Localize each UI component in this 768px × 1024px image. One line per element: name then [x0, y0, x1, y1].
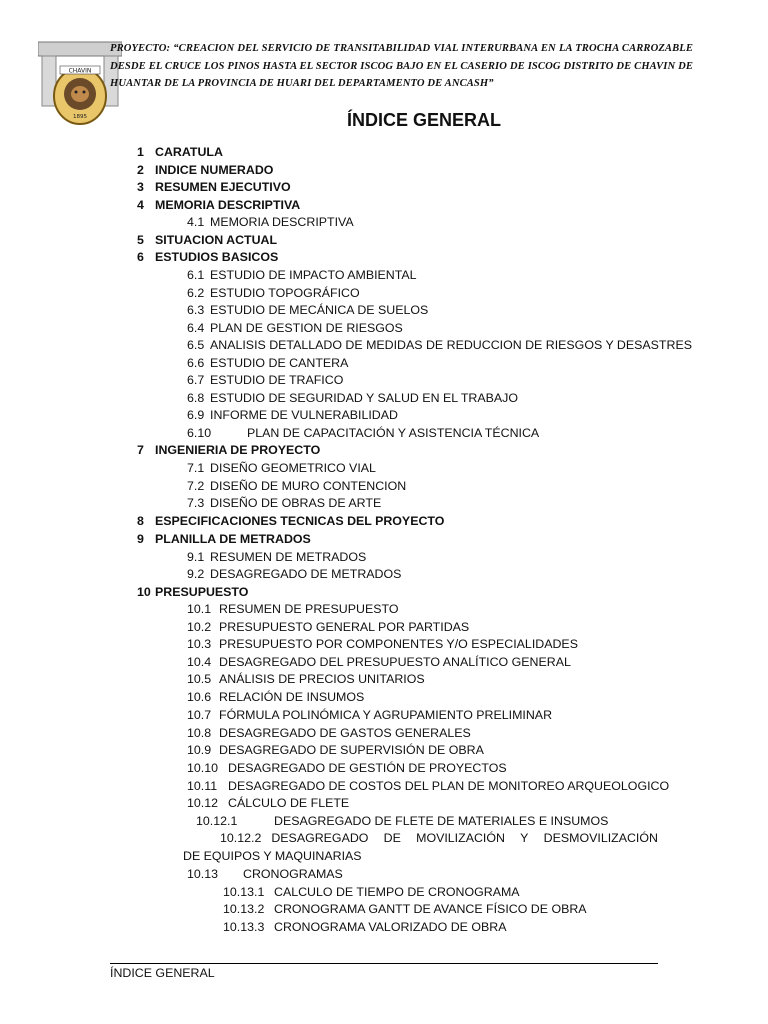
toc-label: CRONOGRAMA GANTT DE AVANCE FÍSICO DE OBRA [274, 902, 587, 916]
toc-number: 10.11 [187, 779, 218, 793]
toc-item [187, 707, 552, 723]
toc-item [187, 566, 401, 582]
toc-number: 10.13.2 [223, 902, 265, 916]
toc-label: DESAGREGADO DEL PRESUPUESTO ANALÍTICO GENERAL [219, 655, 571, 669]
toc-item [137, 162, 273, 178]
toc-label: CARATULA [155, 145, 223, 159]
toc-label: RELACIÓN DE INSUMOS [219, 690, 365, 704]
toc-number: 6.4 [187, 321, 205, 335]
toc-number: 6.9 [187, 408, 205, 422]
toc-number: 7.3 [187, 496, 205, 510]
toc-label: RESUMEN DE PRESUPUESTO [219, 602, 399, 616]
toc-label: MEMORIA DESCRIPTIVA [155, 198, 301, 212]
toc-number: 10.9 [187, 743, 212, 757]
toc-label: SITUACION ACTUAL [155, 233, 278, 247]
toc-number: 10.10 [187, 761, 219, 775]
toc-number: 6.7 [187, 373, 205, 387]
toc-item [137, 442, 320, 458]
toc-number: 10.5 [187, 672, 212, 686]
toc-label: PLANILLA DE METRADOS [155, 532, 311, 546]
toc-item [223, 919, 506, 935]
toc-number: 10.13.1 [223, 885, 265, 899]
toc-label: ESTUDIOS BASICOS [155, 250, 279, 264]
toc-item [187, 460, 376, 476]
toc-label: ANÁLISIS DE PRECIOS UNITARIOS [219, 672, 425, 686]
toc-number: 10.2 [187, 620, 212, 634]
toc-label: DISEÑO GEOMETRICO VIAL [210, 461, 376, 475]
toc-item [187, 285, 360, 301]
toc-number: 5 [137, 233, 144, 247]
toc-item [223, 901, 587, 917]
toc-label: ESTUDIO TOPOGRÁFICO [210, 286, 360, 300]
toc-word: Y [520, 831, 529, 845]
toc-label: CALCULO DE TIEMPO DE CRONOGRAMA [274, 885, 520, 899]
toc-item [187, 619, 469, 635]
toc-label: DISEÑO DE OBRAS DE ARTE [210, 496, 382, 510]
toc-item [187, 742, 484, 758]
footer-label: ÍNDICE GENERAL [110, 966, 215, 980]
toc-item [187, 601, 398, 617]
logo-year: 1895 [73, 114, 87, 120]
footer-divider [110, 963, 658, 964]
toc-item [220, 830, 658, 846]
toc-number: 6.3 [187, 303, 205, 317]
toc-number: 1 [137, 145, 144, 159]
toc-item [187, 866, 343, 882]
toc-label: ESTUDIO DE MECÁNICA DE SUELOS [210, 303, 429, 317]
toc-label: CÁLCULO DE FLETE [228, 796, 350, 810]
toc-label: INFORME DE VULNERABILIDAD [210, 408, 398, 422]
toc-word: DESAGREGADO [271, 831, 369, 845]
toc-number: 2 [137, 163, 144, 177]
toc-item [187, 372, 343, 388]
toc-label: PLAN DE GESTION DE RIESGOS [210, 321, 403, 335]
toc-item [187, 636, 578, 652]
toc-word: DE [383, 831, 401, 845]
toc-word: MOVILIZACIÓN [416, 831, 505, 845]
toc-item [187, 267, 417, 283]
toc-item [137, 249, 278, 265]
toc-item [187, 320, 403, 336]
toc-number: 10.6 [187, 690, 212, 704]
toc-item [187, 495, 381, 511]
toc-number: 9 [137, 532, 144, 546]
toc-label: INGENIERIA DE PROYECTO [155, 443, 321, 457]
toc-item [137, 531, 311, 547]
toc-item [187, 425, 539, 441]
toc-label: ESTUDIO DE TRAFICO [210, 373, 344, 387]
toc-number: 7.2 [187, 479, 205, 493]
toc-item [187, 778, 669, 794]
toc-item [187, 390, 518, 406]
toc-item [137, 232, 277, 248]
toc-number: 10.12.1 [196, 814, 238, 828]
toc-number: 9.1 [187, 550, 205, 564]
toc-number: 10.13 [187, 867, 219, 881]
toc-label: DISEÑO DE MURO CONTENCION [210, 479, 407, 493]
toc-number: 10.12.2 [220, 831, 262, 845]
toc-number: 10.3 [187, 637, 212, 651]
toc-number: 10.4 [187, 655, 212, 669]
toc-item [187, 478, 406, 494]
toc-label: DESAGREGADO DE GESTIÓN DE PROYECTOS [228, 761, 507, 775]
toc-item [187, 407, 398, 423]
toc-label: MEMORIA DESCRIPTIVA [210, 215, 354, 229]
toc-label: ESTUDIO DE IMPACTO AMBIENTAL [210, 268, 417, 282]
toc-label: PRESUPUESTO [155, 585, 249, 599]
toc-item [187, 214, 354, 230]
toc-item [187, 725, 471, 741]
toc-label: ESTUDIO DE CANTERA [210, 356, 349, 370]
toc-item [137, 197, 300, 213]
project-header: PROYECTO: “CREACION DEL SERVICIO DE TRANSITABILIDAD VIAL INTERURBANA EN LA TROCHA CARROZABLE DESDE EL CRUCE LOS PINOS HASTA EL SECTOR ISCOG BAJO EN EL CASERIO DE ISCOG DISTRITO DE CHAVIN DE HUANTAR DE LA PROVINCIA DE HUARI DEL DEPARTAMENTO DE ANCASH” [110, 43, 693, 89]
toc-label: CRONOGRAMA VALORIZADO DE OBRA [274, 920, 507, 934]
toc-label-line2: DE EQUIPOS Y MAQUINARIAS [183, 849, 362, 863]
toc-number: 6.8 [187, 391, 205, 405]
toc-label: CRONOGRAMAS [243, 867, 343, 881]
logo-name: CHAVIN [68, 67, 92, 75]
toc-number: 9.2 [187, 567, 205, 581]
toc-label: ANALISIS DETALLADO DE MEDIDAS DE REDUCCION DE RIESGOS Y DESASTRES [210, 338, 692, 352]
toc-number: 4 [137, 198, 144, 212]
toc-number: 6.10 [187, 426, 212, 440]
toc-number: 6.5 [187, 338, 205, 352]
toc-label: DESAGREGADO DE GASTOS GENERALES [219, 726, 471, 740]
toc-label: PRESUPUESTO GENERAL POR PARTIDAS [219, 620, 470, 634]
toc-item [187, 671, 425, 687]
toc-item [187, 654, 571, 670]
page-title: ÍNDICE GENERAL [346, 110, 501, 130]
toc-word: DESMOVILIZACIÓN [543, 831, 658, 845]
toc-item [137, 144, 223, 160]
toc-item [187, 355, 348, 371]
toc-label-line1 [271, 830, 658, 846]
toc-number: 7 [137, 443, 144, 457]
toc-label: INDICE NUMERADO [155, 163, 274, 177]
toc-item [187, 302, 428, 318]
toc-number: 6.1 [187, 268, 205, 282]
toc-item [137, 513, 444, 529]
toc-item [187, 549, 366, 565]
toc-label: DESAGREGADO DE METRADOS [210, 567, 402, 581]
toc-number: 10.13.3 [223, 920, 265, 934]
toc-label: DESAGREGADO DE FLETE DE MATERIALES E INSUMOS [274, 814, 609, 828]
toc-number: 10.12 [187, 796, 219, 810]
toc-label: RESUMEN DE METRADOS [210, 550, 367, 564]
toc-number: 10 [137, 585, 151, 599]
toc-item [187, 689, 364, 705]
toc-number: 6.2 [187, 286, 205, 300]
toc-number: 4.1 [187, 215, 205, 229]
toc-item [223, 884, 520, 900]
toc-number: 7.1 [187, 461, 205, 475]
toc-item [137, 179, 291, 195]
toc-number: 8 [137, 514, 144, 528]
toc-label: FÓRMULA POLINÓMICA Y AGRUPAMIENTO PRELIMINAR [219, 708, 553, 722]
toc-number: 10.7 [187, 708, 212, 722]
toc-label: PRESUPUESTO POR COMPONENTES Y/O ESPECIALIDADES [219, 637, 578, 651]
toc-label: DESAGREGADO DE SUPERVISIÓN DE OBRA [219, 743, 484, 757]
toc-number: 3 [137, 180, 144, 194]
toc-label: RESUMEN EJECUTIVO [155, 180, 291, 194]
toc-number: 6.6 [187, 356, 205, 370]
toc-item [187, 760, 507, 776]
toc-number: 6 [137, 250, 144, 264]
toc-item [187, 337, 692, 353]
toc-item [137, 584, 248, 600]
toc-item [196, 813, 608, 829]
toc-label: DESAGREGADO DE COSTOS DEL PLAN DE MONITOREO ARQUEOLOGICO [228, 779, 670, 793]
toc-label: ESPECIFICACIONES TECNICAS DEL PROYECTO [155, 514, 445, 528]
toc-label: PLAN DE CAPACITACIÓN Y ASISTENCIA TÉCNICA [247, 426, 540, 440]
toc-item [187, 795, 349, 811]
toc-number: 10.1 [187, 602, 212, 616]
toc-number: 10.8 [187, 726, 212, 740]
toc-label: ESTUDIO DE SEGURIDAD Y SALUD EN EL TRABAJO [210, 391, 519, 405]
